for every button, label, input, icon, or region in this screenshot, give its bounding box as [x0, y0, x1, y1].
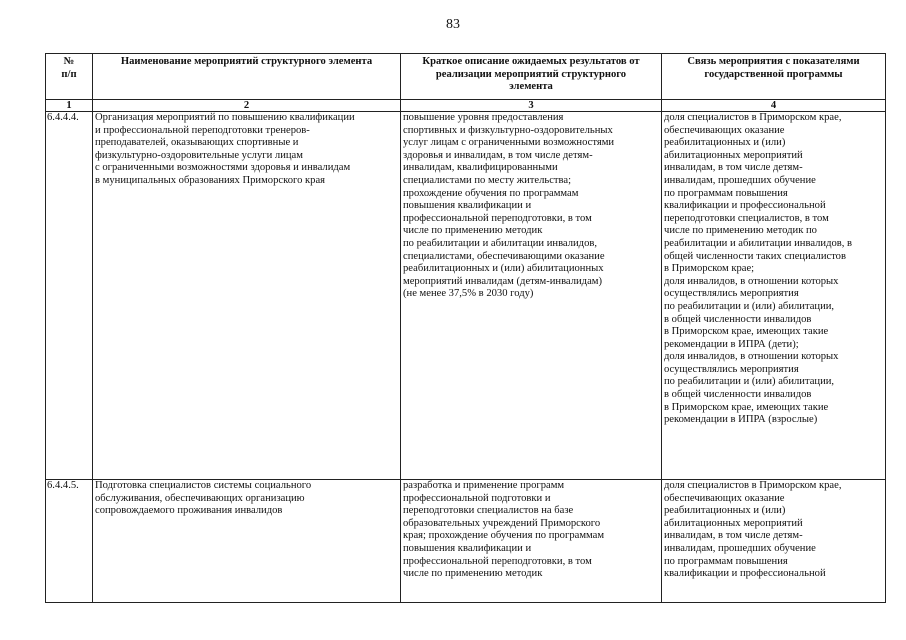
text-line: числе по применению методик: [403, 225, 543, 237]
text-line: по реабилитации и (или) абилитации,: [664, 300, 835, 312]
text-line: реабилитационных и (или): [664, 137, 786, 149]
program-indicators: [662, 112, 886, 480]
column-number-row: [46, 100, 886, 112]
text-line: переподготовки специалистов на базе: [403, 505, 574, 517]
text-line: края; прохождение обучения по программам: [403, 530, 605, 542]
text-line: профессиональной подготовки и: [403, 492, 551, 504]
text-line: инвалидам, в том числе детям-: [664, 530, 803, 542]
measure-name: [93, 480, 401, 603]
text-line: образовательных учреждений Приморского: [403, 517, 601, 529]
page-number: 83: [446, 17, 460, 32]
text-line: специалистами, обеспечивающими оказание: [403, 250, 605, 262]
text-line: в общей численности инвалидов: [664, 389, 812, 401]
text-line: повышения квалификации и: [403, 542, 532, 554]
text-line: повышения квалификации и: [403, 200, 532, 212]
text-line: по программам повышения: [664, 187, 788, 199]
text-line: здоровья и инвалидам, в том числе детям-: [403, 149, 593, 161]
text-line: обеспечивающих оказание: [664, 492, 785, 504]
column-number: 3: [401, 100, 662, 112]
text-line: обеспечивающих оказание: [664, 124, 785, 136]
text-line: абилитационных мероприятий: [664, 517, 803, 529]
text-line: обслуживания, обеспечивающих организацию: [95, 492, 305, 504]
text-line: реабилитационных и (или) абилитационных: [403, 263, 604, 275]
text-line: числе по применению методик: [403, 568, 543, 580]
text-line: рекомендации в ИПРА (взрослые): [664, 414, 818, 426]
text-line: инвалидам, прошедших обучение: [664, 542, 816, 554]
column-number: 4: [662, 100, 886, 112]
text-line: реабилитации и абилитации инвалидов, в: [664, 237, 853, 249]
text-line: профессиональной переподготовки, в том: [403, 555, 592, 567]
text-line: услуг лицам с ограниченными возможностями: [403, 137, 615, 149]
table-header-row: [46, 54, 886, 100]
text-line: преподавателей, оказывающих спортивные и: [95, 137, 299, 149]
text-line: профессиональной переподготовки, в том: [403, 212, 592, 224]
text-line: с ограниченными возможностями здоровья и инвалидам: [95, 162, 351, 174]
header-program-indicators: Связь мероприятия с показателями государственной программы: [662, 54, 886, 100]
column-number: 2: [93, 100, 401, 112]
row-number: 6.4.4.4.: [46, 112, 93, 480]
text-line: доля специалистов в Приморском крае,: [664, 112, 842, 123]
row-number: 6.4.4.5.: [46, 480, 93, 603]
text-line: доля специалистов в Приморском крае,: [664, 480, 842, 491]
expected-results: [401, 480, 662, 603]
text-line: в муниципальных образованиях Приморского края: [95, 174, 326, 186]
text-line: Организация мероприятий по повышению квалификации: [95, 112, 355, 123]
header-expected-results: Краткое описание ожидаемых результатов от реализации мероприятий структурного элемента: [401, 54, 662, 100]
text-line: общей численности таких специалистов: [664, 250, 846, 262]
text-line: абилитационных мероприятий: [664, 149, 803, 161]
text-line: специалистами по месту жительства;: [403, 174, 572, 186]
text-line: в Приморском крае, имеющих такие: [664, 401, 829, 413]
text-line: инвалидам, прошедших обучение: [664, 174, 816, 186]
text-line: осуществлялись мероприятия: [664, 363, 799, 375]
column-number: 1: [46, 100, 93, 112]
text-line: квалификации и профессиональной: [664, 200, 826, 212]
text-line: по реабилитации и (или) абилитации,: [664, 376, 835, 388]
text-line: числе по применению методик по: [664, 225, 817, 237]
measures-table: [45, 53, 886, 603]
program-indicators: [662, 480, 886, 603]
text-line: по реабилитации и абилитации инвалидов,: [403, 237, 598, 249]
text-line: доля инвалидов, в отношении которых: [664, 275, 839, 287]
text-line: спортивных и физкультурно-оздоровительных: [403, 124, 613, 136]
text-line: и профессиональной переподготовки тренеров-: [95, 124, 310, 136]
text-line: в общей численности инвалидов: [664, 313, 812, 325]
text-line: сопровождаемого проживания инвалидов: [95, 505, 283, 517]
text-line: переподготовки специалистов, в том: [664, 212, 829, 224]
text-line: осуществлялись мероприятия: [664, 288, 799, 300]
text-line: доля инвалидов, в отношении которых: [664, 351, 839, 363]
text-line: мероприятий инвалидам (детям-инвалидам): [403, 275, 603, 287]
expected-results: [401, 112, 662, 480]
header-measure-name: Наименование мероприятий структурного элемента: [93, 54, 401, 100]
table-row: [46, 480, 886, 603]
text-line: разработка и применение программ: [403, 480, 565, 491]
text-line: реабилитационных и (или): [664, 505, 786, 517]
text-line: в Приморском крае, имеющих такие: [664, 326, 829, 338]
text-line: рекомендации в ИПРА (дети);: [664, 338, 799, 350]
text-line: прохождение обучения по программам: [403, 187, 579, 199]
text-line: квалификации и профессиональной: [664, 568, 826, 580]
text-line: Подготовка специалистов системы социального: [95, 480, 312, 491]
header-number: № п/п: [46, 54, 93, 100]
text-line: (не менее 37,5% в 2030 году): [403, 288, 534, 300]
text-line: в Приморском крае;: [664, 263, 755, 275]
table-row: [46, 112, 886, 480]
text-line: инвалидам, квалифицированными: [403, 162, 558, 174]
text-line: инвалидам, в том числе детям-: [664, 162, 803, 174]
text-line: повышение уровня предоставления: [403, 112, 564, 123]
measure-name: [93, 112, 401, 480]
text-line: физкультурно-оздоровительные услуги лицам: [95, 149, 303, 161]
text-line: по программам повышения: [664, 555, 788, 567]
